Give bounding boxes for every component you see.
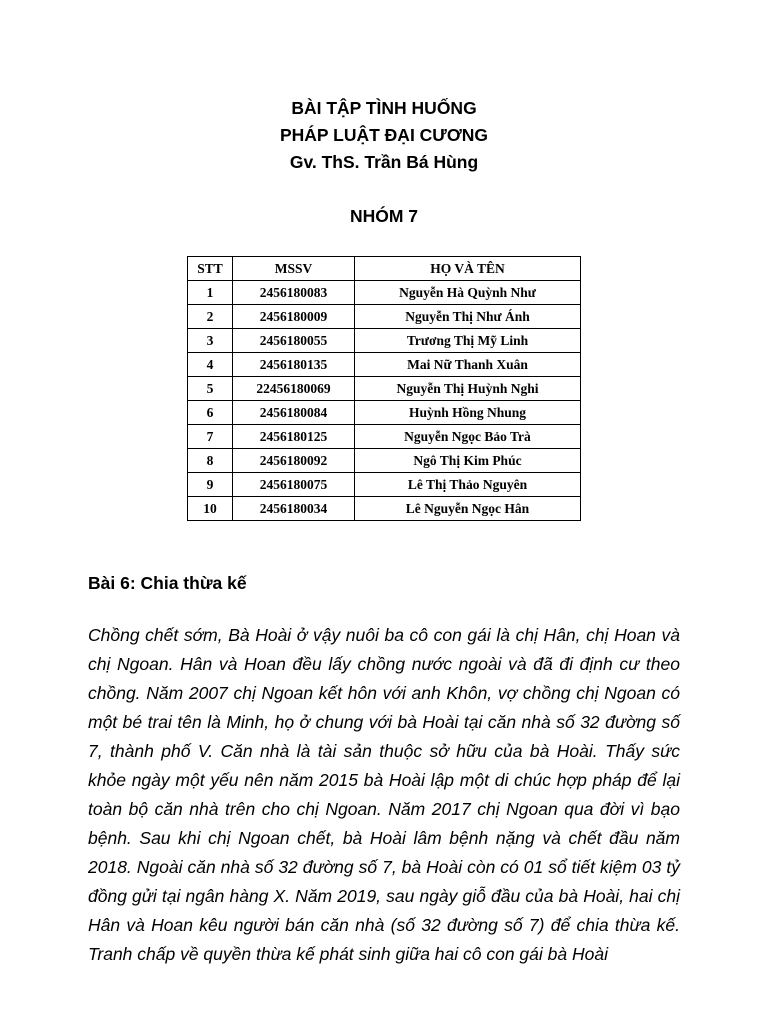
column-header-name: HỌ VÀ TÊN <box>355 257 581 281</box>
cell-mssv: 2456180055 <box>233 329 355 353</box>
cell-name: Nguyễn Thị Huỳnh Nghi <box>355 377 581 401</box>
cell-mssv: 2456180125 <box>233 425 355 449</box>
column-header-mssv: MSSV <box>233 257 355 281</box>
cell-stt: 9 <box>188 473 233 497</box>
document-title-line-1: BÀI TẬP TÌNH HUỐNG <box>291 98 477 118</box>
table-row <box>188 329 581 353</box>
cell-mssv: 2456180092 <box>233 449 355 473</box>
document-header <box>88 95 680 176</box>
cell-name: Nguyễn Hà Quỳnh Như <box>355 281 581 305</box>
cell-stt: 10 <box>188 497 233 521</box>
cell-name: Nguyễn Ngọc Bảo Trà <box>355 425 581 449</box>
cell-name: Ngô Thị Kim Phúc <box>355 449 581 473</box>
cell-mssv: 2456180083 <box>233 281 355 305</box>
members-table <box>187 256 581 521</box>
table-row <box>188 353 581 377</box>
cell-stt: 8 <box>188 449 233 473</box>
table-row <box>188 425 581 449</box>
cell-name: Mai Nữ Thanh Xuân <box>355 353 581 377</box>
table-row <box>188 473 581 497</box>
cell-mssv: 2456180084 <box>233 401 355 425</box>
cell-mssv: 22456180069 <box>233 377 355 401</box>
cell-stt: 1 <box>188 281 233 305</box>
section-heading: Bài 6: Chia thừa kế <box>88 573 247 593</box>
document-title-line-2: PHÁP LUẬT ĐẠI CƯƠNG <box>279 125 489 145</box>
group-heading: NHÓM 7 <box>349 206 419 226</box>
table-row <box>188 401 581 425</box>
column-header-stt: STT <box>188 257 233 281</box>
cell-name: Trương Thị Mỹ Linh <box>355 329 581 353</box>
table-header-row <box>188 257 581 281</box>
table-row <box>188 497 581 521</box>
cell-name: Lê Thị Thảo Nguyên <box>355 473 581 497</box>
cell-name: Huỳnh Hồng Nhung <box>355 401 581 425</box>
cell-stt: 7 <box>188 425 233 449</box>
cell-stt: 3 <box>188 329 233 353</box>
table-row <box>188 305 581 329</box>
cell-name: Lê Nguyễn Ngọc Hân <box>355 497 581 521</box>
section-body-text: Chồng chết sớm, Bà Hoài ở vậy nuôi ba cô con gái là chị Hân, chị Hoan và chị Ngoan. Hân và Hoan đều lấy chồng nước ngoài và đã đi định cư theo chồng. Năm 2007 chị Ngoan kết hôn với anh Khôn, vợ chồng chị Ngoan có một bé trai tên là Minh, họ ở chung với bà Hoài tại căn nhà số 32 đường số 7, thành phố V. Căn nhà là tài sản thuộc sở hữu của bà Hoài. Thấy sức khỏe ngày một yếu nên năm 2015 bà Hoài lập một di chúc hợp pháp để lại toàn bộ căn nhà trên cho chị Ngoan. Năm 2017 chị Ngoan qua đời vì bạo bệnh. Sau khi chị Ngoan chết, bà Hoài lâm bệnh nặng và chết đầu năm 2018. Ngoài căn nhà số 32 đường số 7, bà Hoài còn có 01 sổ tiết kiệm 03 tỷ đồng gửi tại ngân hàng X. Năm 2019, sau ngày giỗ đầu của bà Hoài, hai chị Hân và Hoan kêu người bán căn nhà (số 32 đường số 7) để chia thừa kế. Tranh chấp về quyền thừa kế phát sinh giữa hai cô con gái bà Hoài <box>88 625 680 964</box>
cell-mssv: 2456180075 <box>233 473 355 497</box>
cell-name: Nguyễn Thị Như Ánh <box>355 305 581 329</box>
cell-mssv: 2456180009 <box>233 305 355 329</box>
cell-stt: 4 <box>188 353 233 377</box>
table-row <box>188 281 581 305</box>
cell-mssv: 2456180034 <box>233 497 355 521</box>
cell-mssv: 2456180135 <box>233 353 355 377</box>
table-row <box>188 449 581 473</box>
document-title-line-3: Gv. ThS. Trần Bá Hùng <box>289 152 479 172</box>
cell-stt: 5 <box>188 377 233 401</box>
table-row <box>188 377 581 401</box>
cell-stt: 6 <box>188 401 233 425</box>
cell-stt: 2 <box>188 305 233 329</box>
